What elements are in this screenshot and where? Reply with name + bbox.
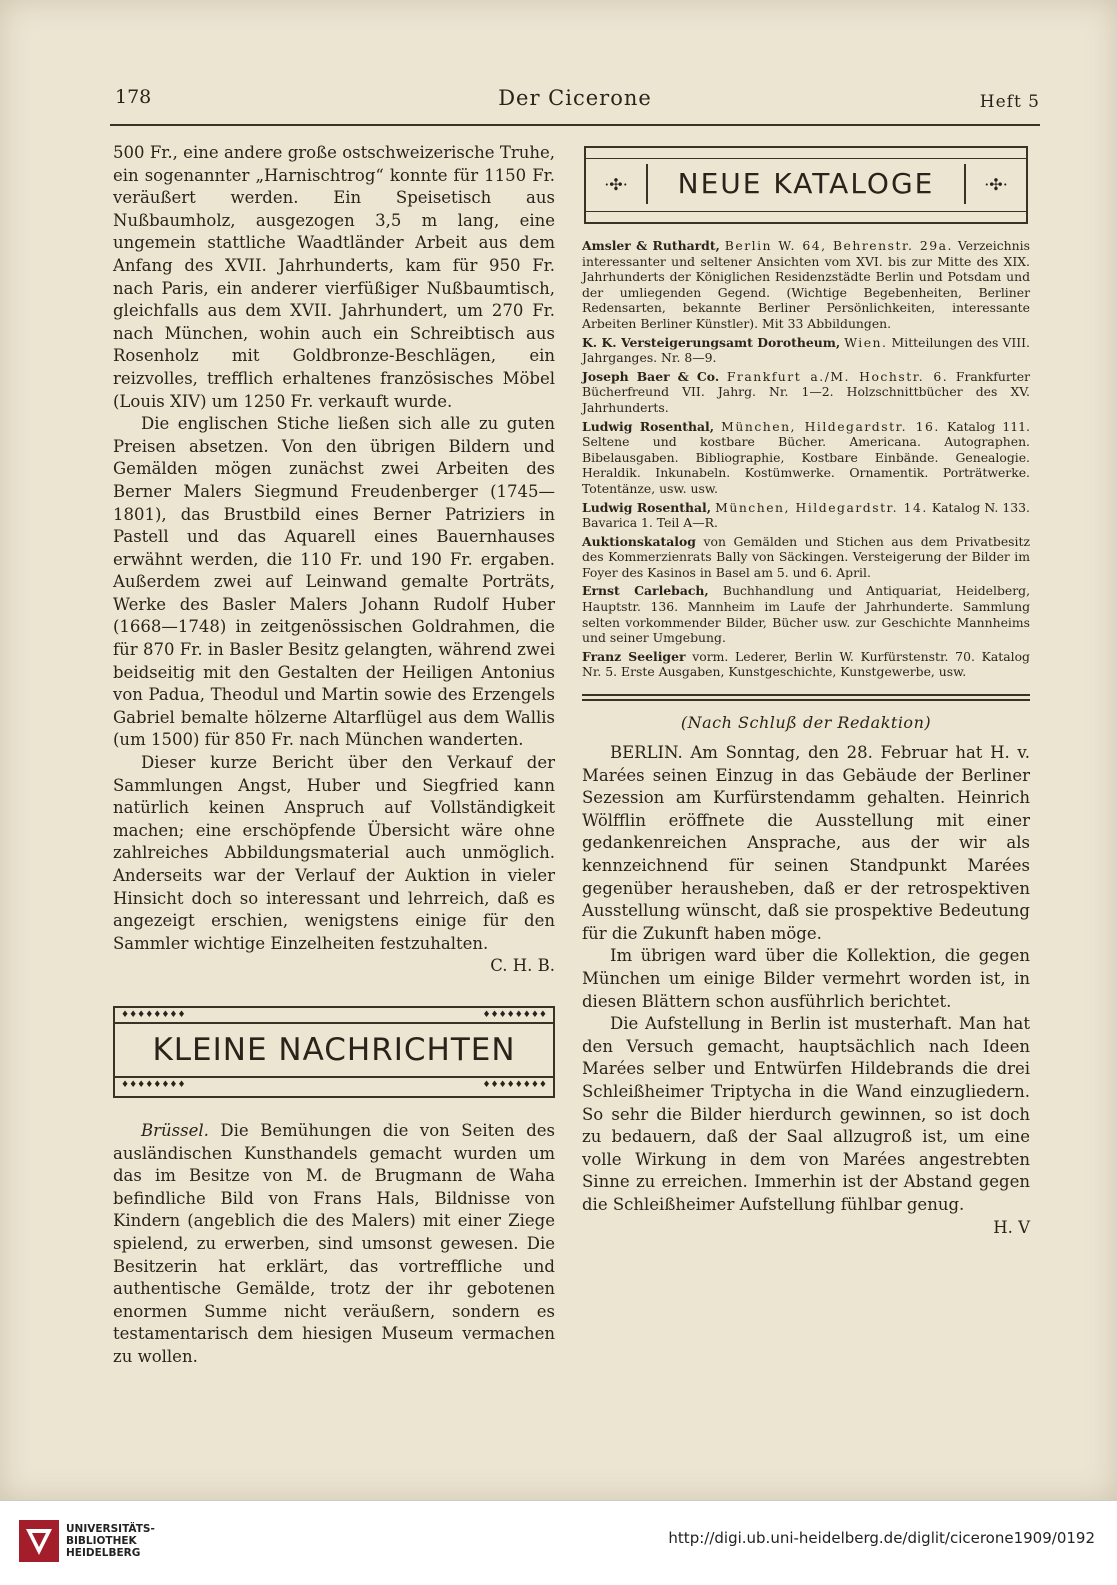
paragraph: 500 Fr., eine andere große ostschweizerische Truhe, ein sogenannter „Harnischtrog“ konnte für 1150 Fr. veräußert werden. Ein Speisetisch aus Nußbaumholz, ausgezogen 3,5 m lang, eine ungemein stattliche Waadtländer Arbeit aus dem Anfang des XVII. Jahrhunderts, kam für 950 Fr. nach Paris, ein anderer vierfüßiger Nußbaumtisch, gleichfalls aus dem XVII. Jahrhundert, um 270 Fr. nach München, wohin auch ein Schreibtisch aus Rosenholz mit Goldbronze-Beschlägen, ein reizvolles, trefflich erhaltenes französisches Möbel (Louis XIV) um 1250 Fr. verkauft wurde.	[113, 143, 555, 411]
right-column	[582, 142, 1030, 1239]
left-column	[113, 142, 555, 1369]
catalog-entry: Auktionskatalog von Gemälden und Stichen aus dem Privatbesitz des Kommerzienrats Bally von Säckingen. Versteigerung der Bilder im Foyer des Kasinos in Basel am 5. und 6. April.	[582, 533, 1030, 580]
paragraph: BERLIN. Am Sonntag, den 28. Februar hat H. v. Marées seinen Einzug in das Gebäude der Berliner Sezession am Kurfürstendamm gehalten. Heinrich Wölfflin eröffnete die Ausstellung mit einer gedankenreichen Ansprache, aus der wir als kennzeichnend für seinen Standpunkt Marées gegenüber herausheben, daß er der retrospektiven Ausstellung wünscht, daß sie prospektive Bedeutung für die Zukunft haben möge.	[582, 743, 1030, 943]
banner-rule	[586, 211, 1026, 218]
ornament-right: ·✣·	[984, 174, 1008, 194]
kleine-nachrichten-banner	[113, 1006, 555, 1098]
neue-kataloge-banner	[584, 146, 1028, 224]
catalog-entry: Joseph Baer & Co. Frankfurt a./M. Hochstr. 6. Frankfurter Bücherfreund VII. Jahrg. Nr. 1—2. Holzschnittbücher des XV. Jahrhunderts.	[582, 368, 1030, 415]
author-signature: C. H. B.	[490, 956, 555, 976]
ornament-right: ♦♦♦♦♦♦♦♦	[482, 1079, 547, 1090]
catalog-entry: Ernst Carlebach, Buchhandlung und Antiquariat, Heidelberg, Hauptstr. 136. Mannheim im Laufe der Jahrhunderte. Sammlung selten vorkommender Bilder, Bücher usw. zur Geschichte Mannheims und seiner Umgebung.	[582, 583, 1031, 646]
auction-report	[113, 142, 555, 978]
issue-label: Heft 5	[979, 92, 1040, 112]
ornament-left: ·✣·	[604, 174, 628, 194]
section-title: KLEINE NACHRICHTEN	[152, 1031, 516, 1068]
paragraph: Die Bemühungen die von Seiten des ausländischen Kunsthandels gemacht wurden um das im Besitze von M. de Brugmann de Waha befindliche Bild von Frans Hals, Bildnisse von Kindern (angeblich die des Malers) mit einer Ziege spielend, zu erwerben, sind umsonst gewesen. Die Besitzerin hat erklärt, das vortreffliche und authentische Gemälde, trotz der ihr gebotenen enormen Summe nicht veräußern, sondern es testamentarisch dem hiesigen Museum vermachen zu wollen.	[113, 1120, 556, 1366]
ornament-strip	[115, 1076, 553, 1092]
double-rule	[582, 694, 1030, 701]
paragraph: Die englischen Stiche ließen sich alle zu guten Preisen absetzen. Von den übrigen Bildern und Gemälden mögen zunächst zwei Arbeiten des Berner Malers Siegmund Freudenberger (1745—1801), das Brustbild eines Berner Patriziers in Pastell und das Aquarell eines Bauernhauses erwähnt werden, die 110 Fr. und 190 Fr. ergaben. Außerdem zwei auf Leinwand gemalte Porträts, Werke des Basler Malers Johann Rudolf Huber (1668—1748) in zeitgenössischen Goldrahmen, die für 870 Fr. in Basler Besitz gelangten, während zwei beidseitig mit den Gestalten der Heiligen Antonius von Padua, Theodul und Martin sowie des Erzengels Gabriel bemalte hölzerne Altarflügel aus dem Wallis (um 1500) für 850 Fr. nach München wanderten.	[113, 414, 555, 750]
ornament-left: ♦♦♦♦♦♦♦♦	[121, 1009, 186, 1020]
journal-title: Der Cicerone	[498, 86, 652, 110]
catalog-entry: K. K. Versteigerungsamt Dorotheum, Wien. Mitteilungen des VIII. Jahrganges. Nr. 8—9.	[582, 334, 1030, 366]
ornament-left: ♦♦♦♦♦♦♦♦	[121, 1079, 186, 1090]
ornament-right: ♦♦♦♦♦♦♦♦	[482, 1009, 547, 1020]
catalog-entry: Amsler & Ruthardt, Berlin W. 64, Behrenstr. 29a. Verzeichnis interessanter und seltener Ansichten vom XVI. bis zur Mitte des XIX. Jahrhunderts der Königlichen Residenzstädte Berlin und Potsdam und der umliegenden Gegend. (Wichtige Begebenheiten, Berliner Redensarten, bekannte Berliner Persönlichkeiten, interessante Arbeiten Berliner Künstler). Mit 33 Abbildungen.	[582, 238, 1030, 331]
signoff-row	[582, 1217, 1030, 1240]
institution-name: UNIVERSITÄTS- BIBLIOTHEK HEIDELBERG	[66, 1523, 155, 1559]
catalog-entry: Franz Seeliger vorm. Lederer, Berlin W. Kurfürstenstr. 70. Katalog Nr. 5. Erste Ausgaben, Kunstgeschichte, Kunstgewerbe, usw.	[582, 648, 1030, 680]
banner-rule	[586, 152, 1026, 159]
signoff-row	[113, 955, 555, 978]
paragraph: Dieser kurze Bericht über den Verkauf der Sammlungen Angst, Huber und Siegfried kann natürlich keinen Anspruch auf Vollständigkeit machen; eine erschöpfende Übersicht wäre ohne zahlreiches Abbildungsmaterial auch unmöglich. Anderseits war der Verlauf der Auktion in vieler Hinsicht doch so interessant und lehrreich, daß es angezeigt erschien, wenigstens einige für den Sammler wichtige Einzelheiten festzuhalten.	[113, 753, 555, 953]
page-number: 178	[115, 86, 152, 108]
header-rule	[110, 124, 1040, 126]
section-title: NEUE KATALOGE	[646, 164, 966, 204]
section-subtitle: (Nach Schluß der Redaktion)	[680, 713, 932, 733]
bruessel-news	[113, 1120, 555, 1369]
running-header	[110, 86, 1040, 120]
university-seal-icon	[18, 1519, 60, 1563]
paragraph: Die Aufstellung in Berlin ist musterhaft. Man hat den Versuch gemacht, hauptsächlich nach Ideen Marées selber und Entwürfen Hildebrands die drei Schleißheimer Triptycha in die Wand einzugliedern. So sehr die Bilder hierdurch gewinnen, so ist doch zu bedauern, daß der Saal allzugroß ist, um eine volle Wirkung in dem von Marées angestrebten Sinne zu erreichen. Immerhin ist der Abstand gegen die Schleißheimer Aufstellung fühlbar genug.	[582, 1014, 1030, 1214]
ornament-strip	[115, 1008, 553, 1024]
source-link[interactable]: http://digi.ub.uni-heidelberg.de/diglit/cicerone1909/0192	[668, 1529, 1095, 1547]
catalog-entry: Ludwig Rosenthal, München, Hildegardstr. 14. Katalog N. 133. Bavarica 1. Teil A—R.	[582, 499, 1030, 531]
berlin-news	[582, 742, 1030, 1239]
catalog-entry: Ludwig Rosenthal, München, Hildegardstr. 16. Katalog 111. Seltene und kostbare Bücher. Americana. Autographen. Bibelausgaben. Bibliographie, Kostbare Einbände. Genealogie. Heraldik. Inkunabeln. Kostümwerke. Ornamentik. Porträtwerke. Totentänze, usw. usw.	[582, 418, 1030, 496]
paragraph: Im übrigen ward über die Kollektion, die gegen München um einige Bilder vermehrt worden ist, in diesen Blättern schon ausführlich berichtet.	[582, 946, 1030, 1011]
place-lead: Brüssel.	[141, 1120, 209, 1140]
author-signature: H. V	[993, 1217, 1030, 1237]
catalog-list	[582, 238, 1030, 680]
library-footer	[0, 1500, 1117, 1585]
